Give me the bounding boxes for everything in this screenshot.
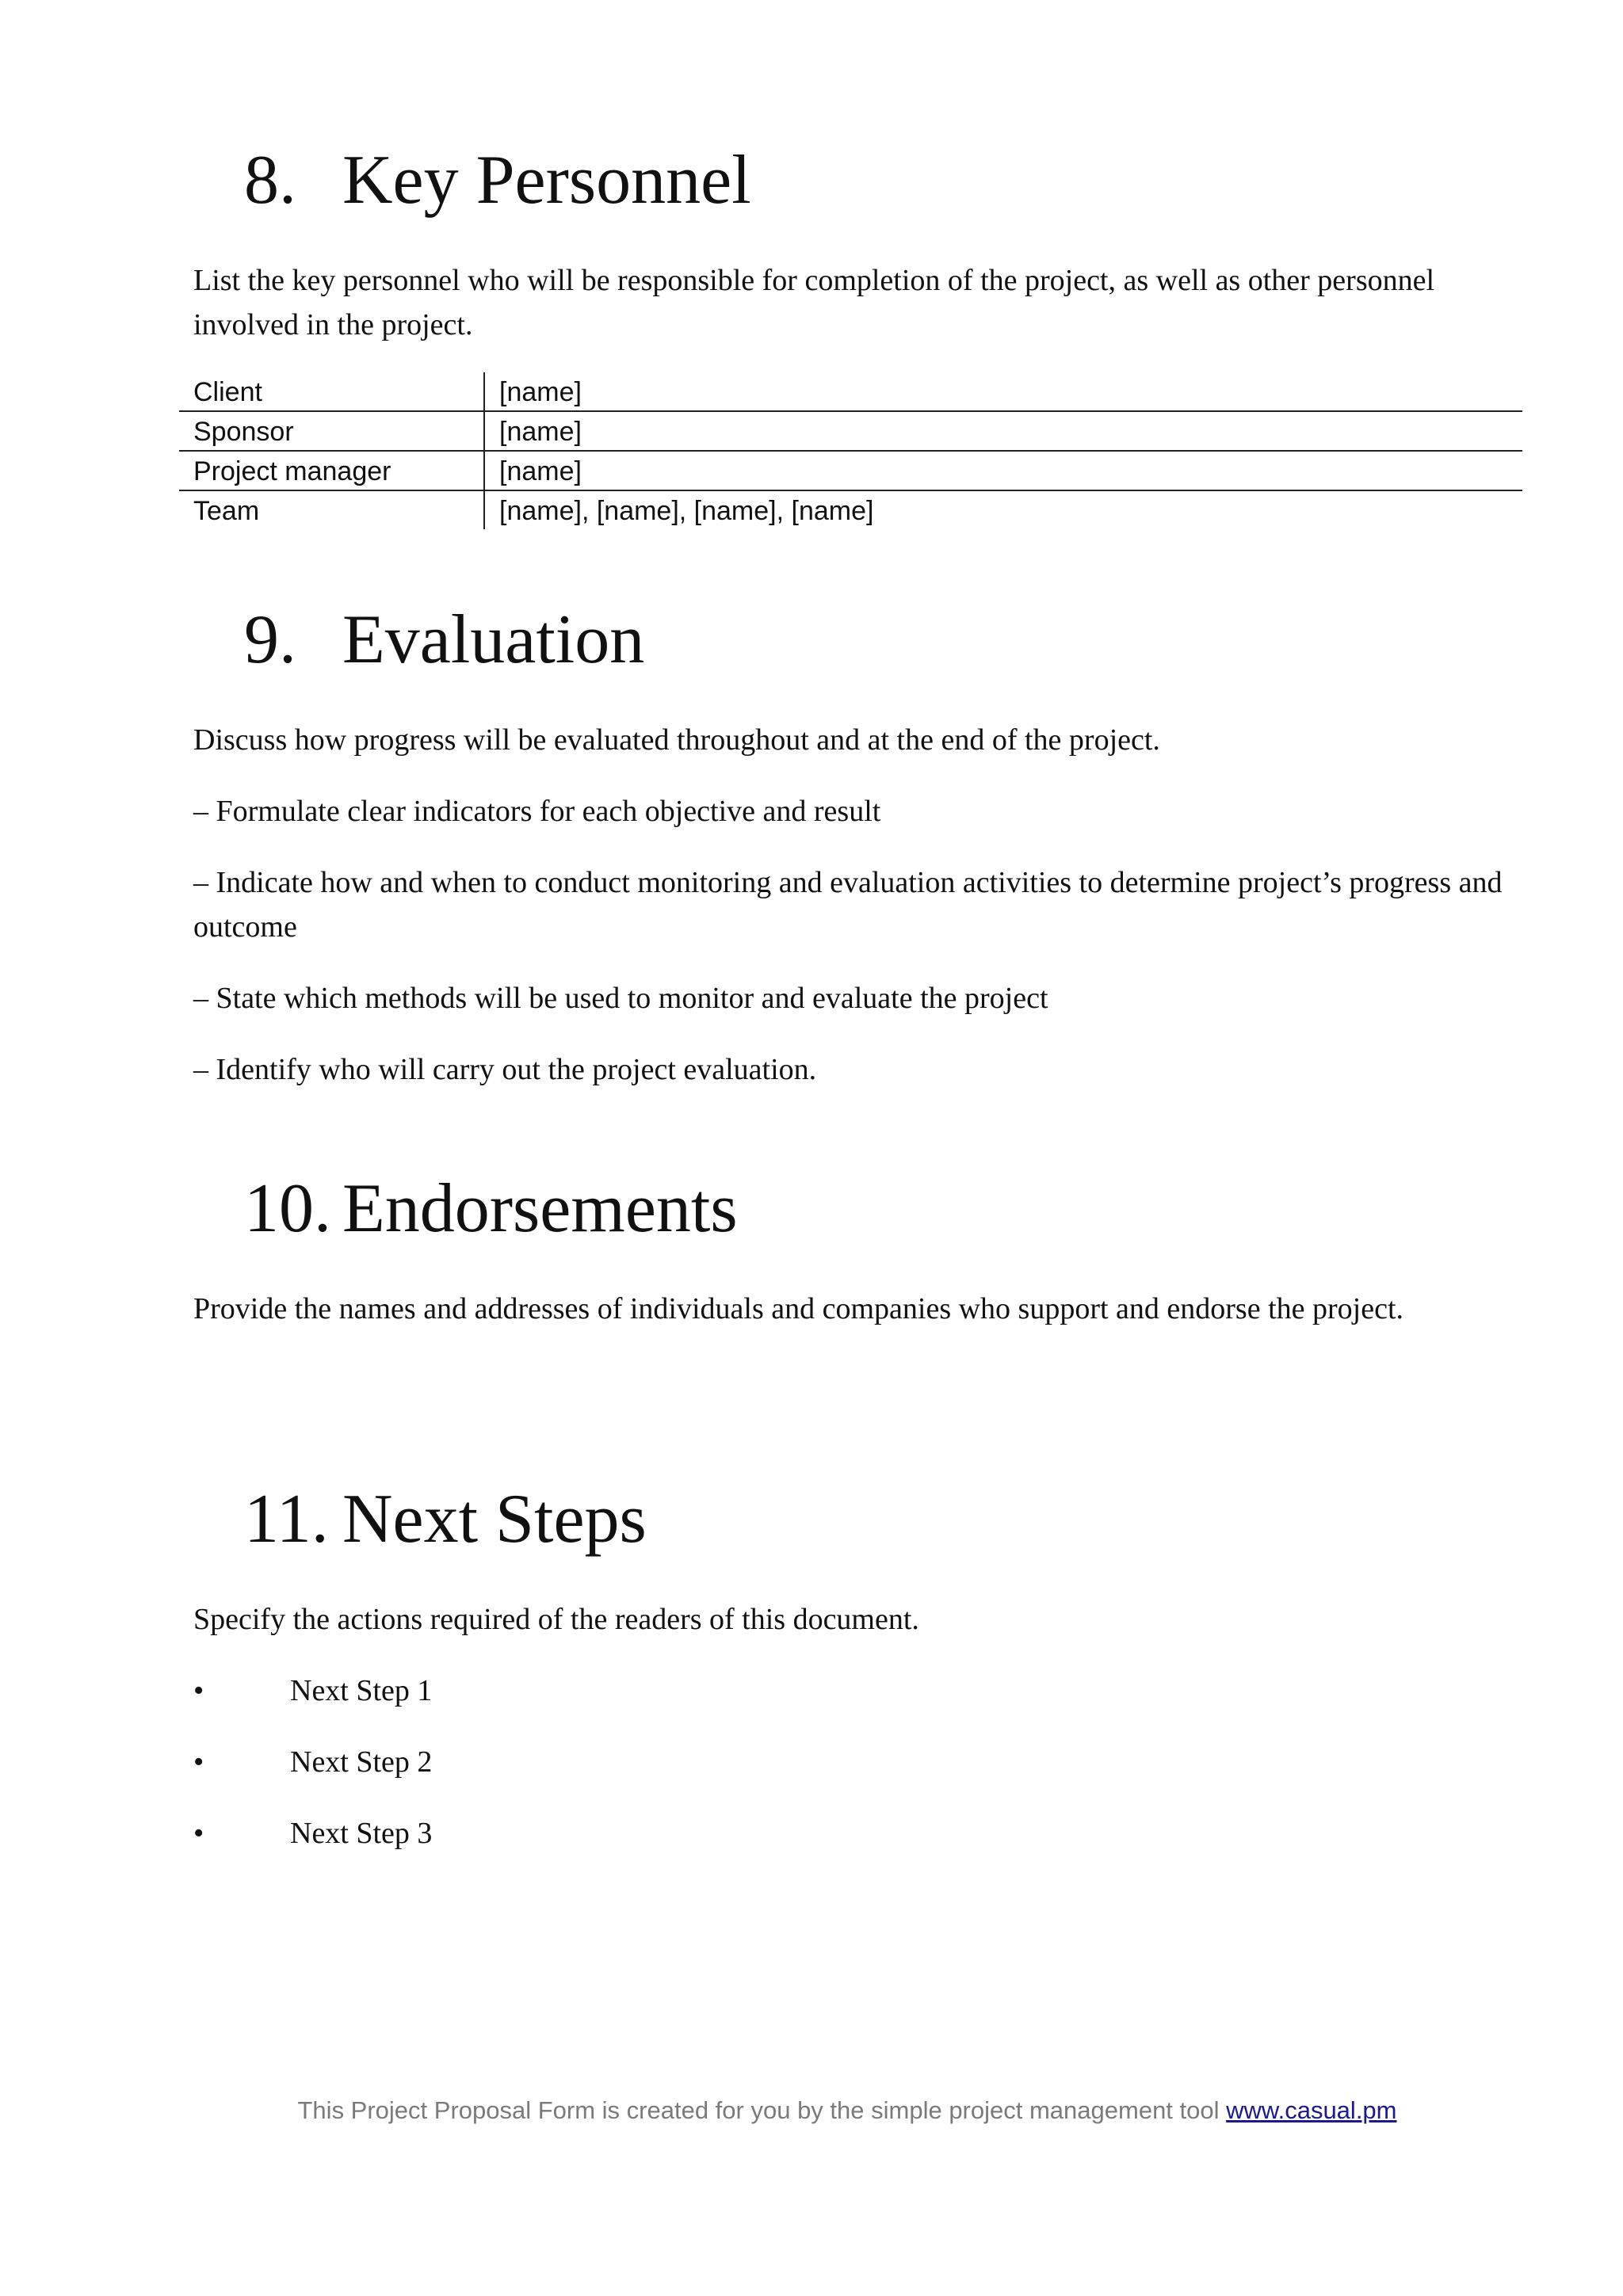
footer-link[interactable]: www.casual.pm (1226, 2096, 1397, 2124)
next-step-label: Next Step 2 (290, 1745, 433, 1779)
evaluation-item: – Formulate clear indicators for each objective and result (193, 795, 881, 828)
section-title: Evaluation (342, 601, 645, 678)
role-cell: Client (179, 372, 484, 411)
section-number: 10. (244, 1170, 331, 1247)
section-number: 8. (244, 142, 296, 219)
section-title: Next Steps (342, 1481, 647, 1558)
name-cell: [name], [name], [name], [name] (484, 490, 1522, 529)
bullet-icon: • (193, 1745, 204, 1779)
next-step-label: Next Step 1 (290, 1674, 433, 1707)
table-row (179, 411, 1522, 451)
table-row (179, 372, 1522, 411)
section-heading-next-steps (244, 1480, 647, 1559)
personnel-table (179, 372, 1522, 529)
footer-text: This Project Proposal Form is created for you by the simple project management tool (297, 2096, 1227, 2124)
endorsements-description: Provide the names and addresses of individuals and companies who support and endorse the project. (193, 1292, 1404, 1325)
role-cell: Project manager (179, 451, 484, 490)
bullet-icon: • (193, 1674, 204, 1707)
next-step-label: Next Step 3 (290, 1817, 433, 1850)
role-cell: Sponsor (179, 411, 484, 451)
table-row (179, 451, 1522, 490)
section-title: Key Personnel (342, 142, 751, 219)
table-row (179, 490, 1522, 529)
list-item (193, 1669, 432, 1713)
section-number: 11. (244, 1481, 329, 1558)
name-cell: [name] (484, 411, 1522, 451)
next-steps-description: Specify the actions required of the readers of this document. (193, 1603, 919, 1636)
name-cell: [name] (484, 451, 1522, 490)
evaluation-item: – State which methods will be used to monitor and evaluate the project (193, 982, 1048, 1015)
evaluation-item: – Identify who will carry out the project evaluation. (193, 1053, 817, 1086)
name-cell: [name] (499, 377, 582, 407)
list-item (193, 1811, 432, 1855)
bullet-icon: • (193, 1817, 204, 1850)
list-item (193, 1740, 432, 1784)
evaluation-item: – Indicate how and when to conduct monitoring and evaluation activities to determine project’s progress and outcome (193, 866, 1503, 944)
section-heading-evaluation (244, 601, 644, 680)
section-heading-endorsements (244, 1169, 738, 1249)
section-number: 9. (244, 601, 296, 678)
key-personnel-description: List the key personnel who will be responsible for completion of the project, as well as other personnel involved in the project. (193, 264, 1435, 341)
section-heading-key-personnel (244, 141, 751, 220)
section-title: Endorsements (342, 1170, 738, 1247)
evaluation-description: Discuss how progress will be evaluated throughout and at the end of the project. (193, 723, 1160, 757)
role-cell: Team (179, 490, 484, 529)
page-footer (0, 2095, 1623, 2126)
